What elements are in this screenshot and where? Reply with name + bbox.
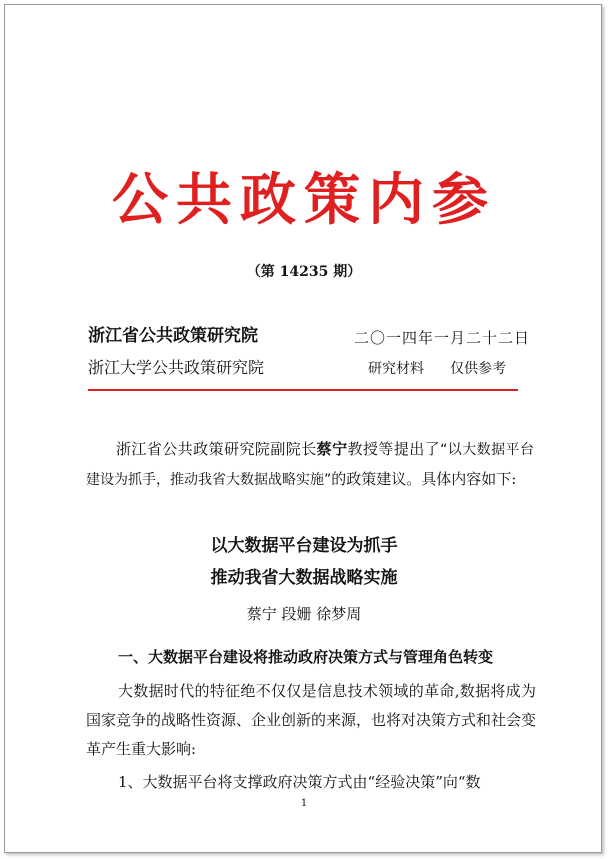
institution-secondary: 浙江大学公共政策研究院 [88, 358, 265, 377]
intro-text-2: 教授等提出了 [347, 440, 441, 458]
article-subtitle-line2: 推动我省大数据战略实施 [210, 568, 398, 588]
section1-body: 大数据时代的特征绝不仅仅是信息技术领域的革命,数据将成为国家竞争的战略性资源、企业创新的来源，也将对决策方式和社会变革产生重大影响: [86, 682, 537, 758]
section1-heading: 一、大数据平台建设将推动政府决策方式与管理角色转变 [118, 648, 494, 666]
institution-primary: 浙江省公共政策研究院 [88, 326, 258, 346]
article-authors: 蔡宁 段姗 徐梦周 [246, 605, 362, 623]
usage-note [368, 357, 506, 381]
intro-quote: “以大数据平台建设为抓手，推动我省大数据战略实施” [86, 442, 534, 488]
intro-paragraph [86, 435, 534, 495]
publish-date: 二〇一四年一月二十二日 [354, 329, 531, 347]
header-divider [88, 389, 518, 391]
article-subtitle-line1: 以大数据平台建设为抓手 [210, 536, 398, 556]
intro-text-3: 的政策建议。具体内容如下: [331, 470, 517, 488]
section1-item1: 1、大数据平台将支撑政府决策方式由“经验决策”向“数 [118, 773, 481, 791]
document-title: 公共政策内参 [112, 168, 496, 233]
note-reference: 仅供参考 [450, 361, 506, 377]
note-material: 研究材料 [368, 361, 424, 377]
intro-text-1: 浙江省公共政策研究院副院长 [116, 440, 317, 458]
page-number: 1 [300, 798, 308, 809]
intro-name: 蔡宁 [316, 440, 348, 458]
issue-number: （第 14235 期） [246, 264, 362, 280]
